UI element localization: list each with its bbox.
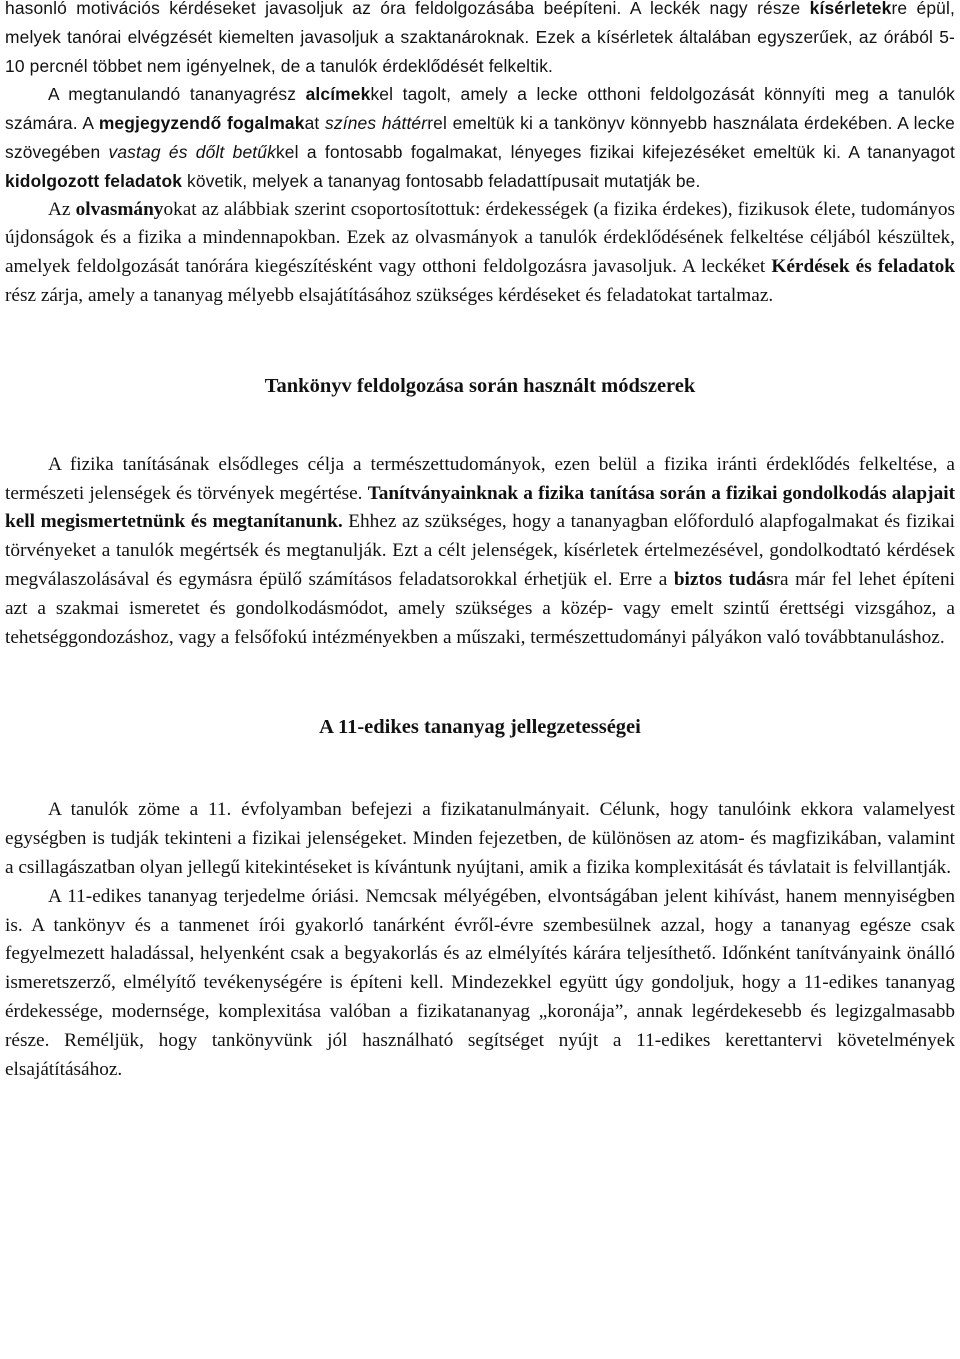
text-run: kidolgozott feladatok [5, 170, 183, 191]
intro-paragraph-3 [5, 196, 955, 311]
text-run: alcímek [305, 84, 371, 105]
text-run: színes háttér [325, 113, 428, 134]
text-run: kel tagolt, amely a lecke otthoni feldolgozását könnyíti meg a tanulók számára. [5, 84, 955, 134]
text-run: rész zárja, amely a tananyag mélyebb elsajátításához szükséges kérdéseket és feladatokat tartalmaz. [5, 284, 774, 306]
text-run: at [304, 113, 326, 134]
text-run: olvasmány [75, 198, 164, 220]
text-run: A tanulók zöme a 11. évfolyamban befejezi a fizikatanulmányait. Célunk, hogy tanulóink ekkora valamelyest egységben is tudják tekinteni a fizikai jelenségeket. Minden fejezetben, de különösen az atom- és magfizikában, valamint a csillagászatban olyan jellegű kitekintéseket is kívántunk nyújtani, amik a fizika komplexitását és távlatait is felvillantják. [5, 799, 955, 878]
text-run: re épül, melyek tanórai elvégzését kiemelten javasoljuk a szaktanároknak. Ezek a kísérletek általában egyszerűek, az órából 5-10 percnél többet nem igényelnek, de a tanulók érdeklődését felkeltik. [5, 0, 955, 76]
text-run: Kérdések és feladatok [771, 256, 955, 278]
section-heading-methods: Tankönyv feldolgozása során használt módszerek [264, 374, 696, 397]
text-run: vastag és dőlt betűk [108, 141, 276, 162]
text-run: hasonló motivációs kérdéseket javasoljuk az óra feldolgozásába beépíteni. A leckék nagy része [5, 0, 810, 18]
text-run: Tanítványainknak a fizika tanítása során a fizikai gondolkodás alapjait kell megismertetnünk és megtanítanunk. [5, 482, 955, 533]
text-run: okat az alábbiak szerint csoportosítottuk: érdekességek (a fizika érdekes), fizikusok élete, tudományos újdonságok és a fizika a mindennapokban. Ezek az olvasmányok a tanulók érdeklődésének felkeltése céljából készültek, amelyek feldolgozását tanórára kiegészítésként vagy otthoni feldolgozásra javasoljuk. A leckéket [5, 198, 955, 278]
text-run: biztos tudás [673, 568, 774, 590]
text-run: kísérletek [809, 0, 892, 18]
text-run: kel a fontosabb fogalmakat, lényeges fizikai kifejezéséket emeltük ki. A tananyagot [275, 141, 955, 162]
characteristics-paragraph-1 [5, 796, 955, 882]
text-run: A megtanulandó tananyagrész [48, 84, 306, 105]
section-heading-characteristics: A 11-edikes tananyag jellegzetességei [319, 716, 641, 739]
methods-paragraph [5, 451, 955, 653]
text-run: A [82, 113, 99, 134]
characteristics-paragraph-2 [5, 883, 955, 1085]
intro-paragraph-1 [5, 0, 955, 80]
intro-paragraph-2 [5, 80, 955, 195]
text-run: A fizika tanításának elsődleges célja a természettudományok, ezen belül a fizika iránti érdeklődés felkeltése, a természeti jelenségek és törvények megértése. [5, 453, 955, 504]
text-run: A 11-edikes tananyag terjedelme óriási. Nemcsak mélyégében, elvontságában jelent kihívást, hanem mennyiségben is. A tankönyv és a tanmenet írói gyakorló tanárként évről-évre szembesülnek azzal, hogy a tananyag egésze csak fegyelmezett haladással, helyenként csak a begyakorlás és az elmélyítés kárára teljesíthető. Időnként tanítványaink önálló ismeretszerző, elmélyítő tevékenységére is építeni kell. Mindezekkel együtt úgy gondoljuk, hogy a 11-edikes tananyag érdekessége, modernsége, komplexitása valóban a fizikatananyag „koronája”, annak legérdekesebb és legizgalmasabb része. Reméljük, hogy tankönyvünk jól használható segítséget nyújt a 11-edikes kerettantervi követelmények elsajátításához. [5, 885, 955, 1080]
text-run: ra már fel lehet építeni azt a szakmai ismeretet és gondolkodásmódot, amely szükséges a közép- vagy emelt szintű érettségi vizsgához, a tehetséggondozáshoz, vagy a felsőfokú intézményekben a műszaki, természettudományi pályákon való továbbtanuláshoz. [5, 568, 955, 648]
text-run: Az [48, 198, 76, 220]
text-run: megjegyzendő fogalmak [98, 113, 305, 134]
text-run: Ehhez az szükséges, hogy a tananyagban előforduló alapfogalmakat és fizikai törvényeket a tanulók megértsék és megtanulják. Ezt a célt jelenségek, kísérletek értelmezésével, gondolkodtató kérdések megválaszolásával és egymásra épülő számításos feladatsorokkal érhetjük el. Erre a [5, 511, 955, 590]
text-run: követik, melyek a tananyag fontosabb feladattípusait mutatják be. [182, 170, 701, 191]
text-run: rel emeltük ki a tankönyv könnyebb használata érdekében. A lecke szövegében [5, 113, 955, 162]
